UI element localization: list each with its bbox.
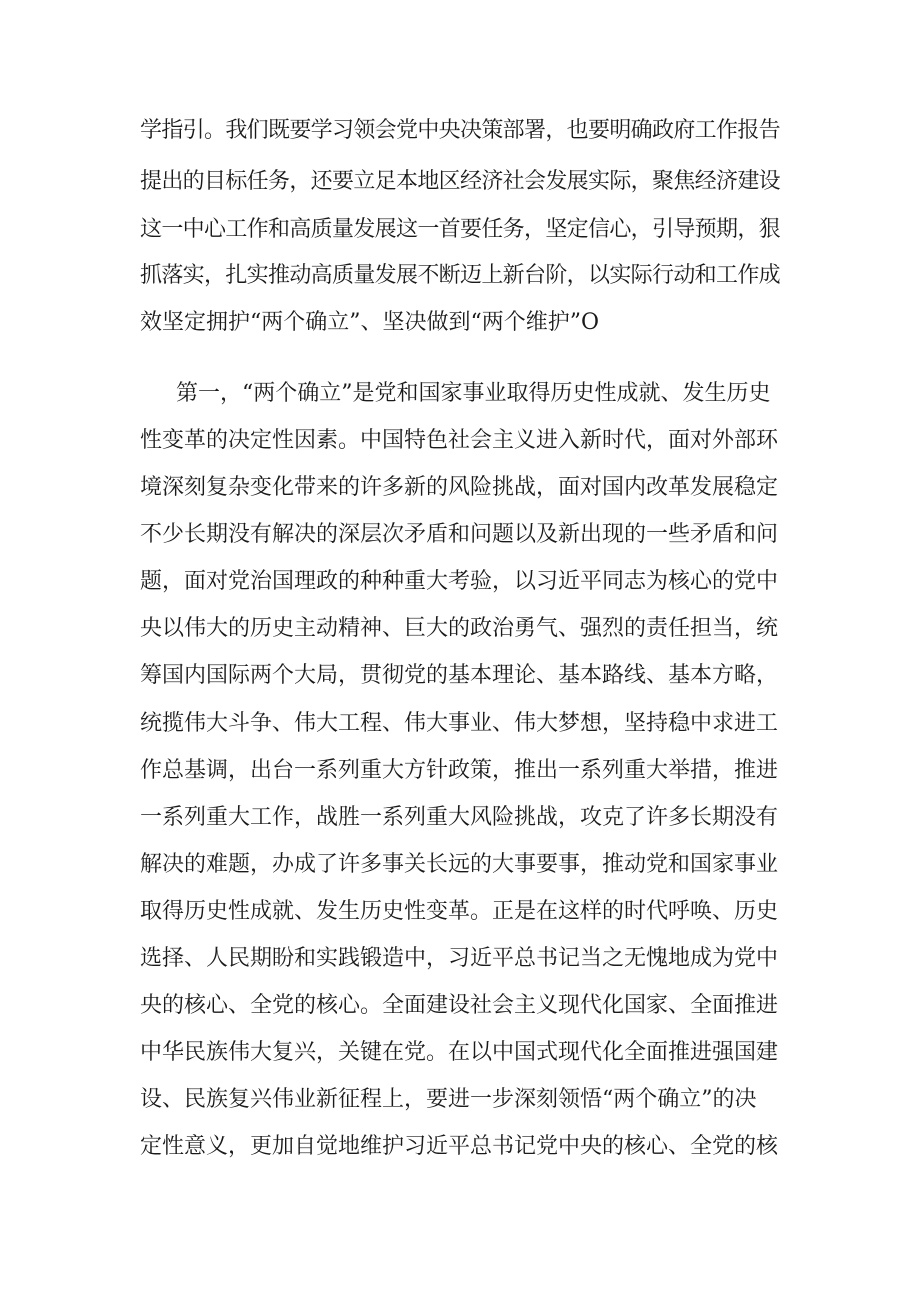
text-line: 第一，“两个确立”是党和国家事业取得历史性成就、发生历史 [176, 381, 771, 406]
text-line: 抓落实，扎实推动高质量发展不断迈上新台阶，以实际行动和工作成 [140, 263, 781, 288]
text-line: 设、民族复兴伟业新征程上，要进一步深刻领悟“两个确立”的决 [140, 1087, 757, 1112]
text-line: 统揽伟大斗争、伟大工程、伟大事业、伟大梦想，坚持稳中求进工 [140, 711, 779, 736]
text-line: 学指引。我们既要学习领会党中央决策部署，也要明确政府工作报告 [140, 118, 781, 143]
text-line: 选择、人民期盼和实践锻造中，习近平总书记当之无愧地成为党中 [140, 946, 779, 971]
text-line: 作总基调，出台一系列重大方针政策，推出一系列重大举措，推进 [140, 758, 779, 783]
text-line: 定性意义，更加自觉地维护习近平总书记党中央的核心、全党的核 [140, 1134, 779, 1159]
text-line: 效坚定拥护“两个确立”、坚决做到“两个维护”O [140, 310, 600, 335]
text-line: 中华民族伟大复兴，关键在党。在以中国式现代化全面推进强国建 [140, 1040, 779, 1065]
text-line: 筹国内国际两个大局，贯彻党的基本理论、基本路线、基本方略， [140, 663, 779, 688]
text-line: 取得历史性成就、发生历史性变革。正是在这样的时代呼唤、历史 [140, 899, 779, 924]
text-line: 解决的难题，办成了许多事关长远的大事要事，推动党和国家事业 [140, 852, 779, 877]
text-line: 题，面对党治国理政的种种重大考验，以习近平同志为核心的党中 [140, 569, 779, 594]
text-line: 一系列重大工作，战胜一系列重大风险挑战，攻克了许多长期没有 [140, 805, 779, 830]
text-line: 提出的目标任务，还要立足本地区经济社会发展实际，聚焦经济建设 [140, 169, 781, 194]
text-line: 性变革的决定性因素。中国特色社会主义进入新时代，面对外部环 [140, 428, 779, 453]
text-line: 这一中心工作和高质量发展这一首要任务，坚定信心，引导预期，狠 [140, 217, 781, 242]
text-line: 央以伟大的历史主动精神、巨大的政治勇气、强烈的责任担当，统 [140, 616, 779, 641]
text-line: 境深刻复杂变化带来的许多新的风险挑战，面对国内改革发展稳定 [140, 475, 779, 500]
text-line: 不少长期没有解决的深层次矛盾和问题以及新出现的一些矛盾和问 [140, 522, 779, 547]
text-line: 央的核心、全党的核心。全面建设社会主义现代化国家、全面推进 [140, 993, 779, 1018]
